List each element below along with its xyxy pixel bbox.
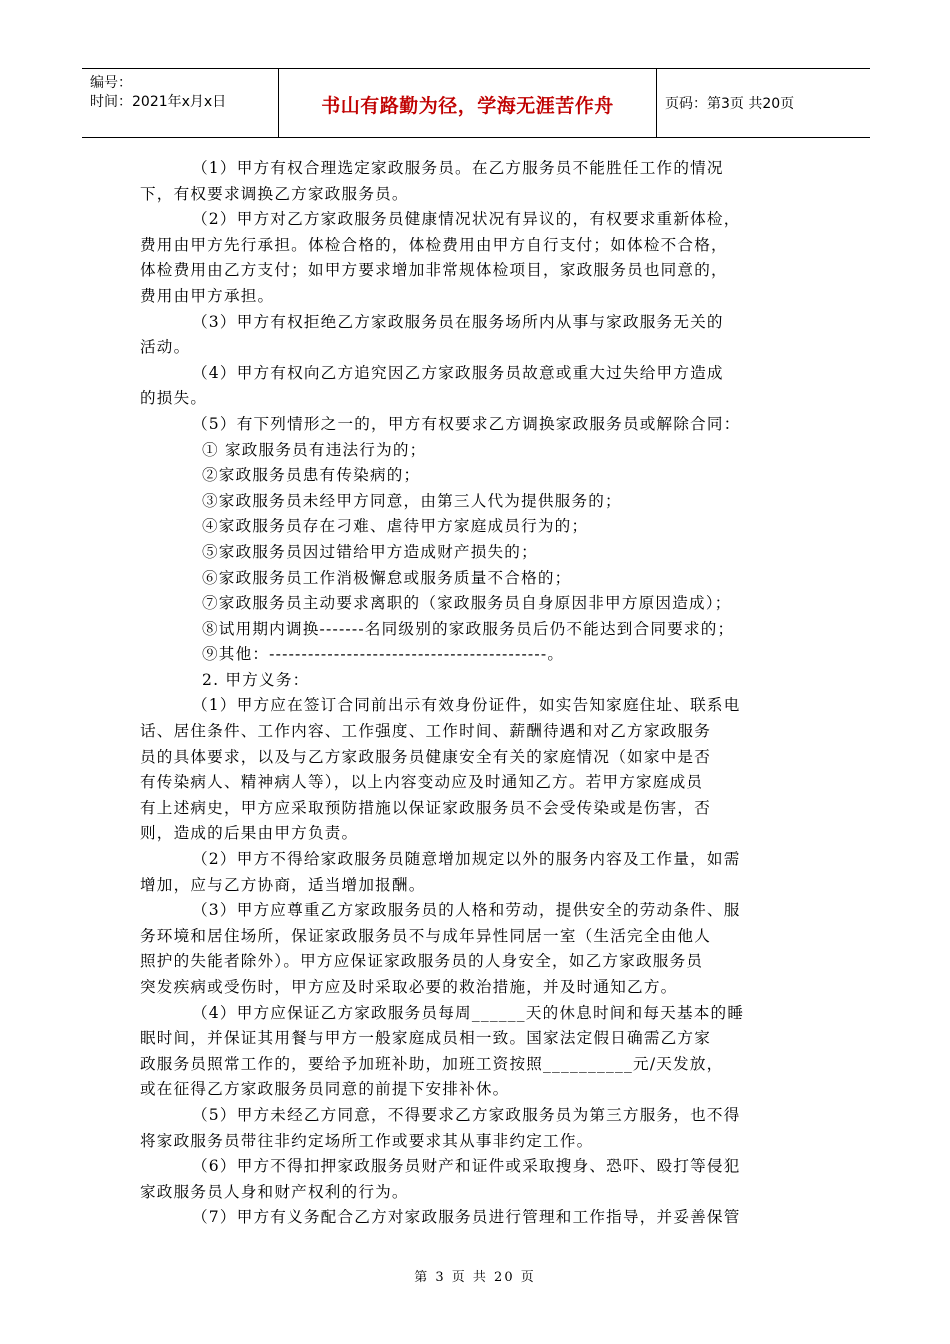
text-line: 家政服务员人身和财产权利的行为。 (140, 1182, 409, 1201)
text-line: 费用由甲方承担。 (140, 286, 275, 305)
text-line: ⑥家政服务员工作消极懈怠或服务质量不合格的； (202, 568, 572, 587)
text-line: 务环境和居住场所，保证家政服务员不与成年异性同居一室（生活完全由他人 (140, 926, 711, 945)
text-line: （3）甲方应尊重乙方家政服务员的人格和劳动，提供安全的劳动条件、服 (192, 901, 741, 920)
text-line: 政服务员照常工作的，要给予加班补助，加班工资按照__________元/天发放， (140, 1054, 724, 1073)
page-footer: 第 3 页 共 20 页 (414, 1270, 536, 1285)
page-label: 页码：第3页 共20页 (665, 96, 795, 112)
text-line: 将家政服务员带往非约定场所工作或要求其从事非约定工作。 (140, 1131, 594, 1150)
text-line: 体检费用由乙方支付；如甲方要求增加非常规体检项目，家政服务员也同意的， (140, 261, 728, 280)
text-line: 活动。 (140, 338, 191, 357)
text-line: 有传染病人、精神病人等），以上内容变动应及时通知乙方。若甲方家庭成员 (140, 773, 704, 792)
text-line: （1）甲方有权合理选定家政服务员。在乙方服务员不能胜任工作的情况 (192, 159, 724, 177)
text-line: 突发疾病或受伤时，甲方应及时采取必要的救治措施，并及时通知乙方。 (140, 978, 678, 996)
text-line: ⑤家政服务员因过错给甲方造成财产损失的； (202, 542, 538, 561)
text-line: 照护的失能者除外）。甲方应保证家政服务员的人身安全，如乙方家政服务员 (140, 952, 704, 971)
text-line: （4）甲方有权向乙方追究因乙方家政服务员故意或重大过失给甲方造成 (192, 363, 724, 382)
text-line: 话、居住条件、工作内容、工作强度、工作时间、薪酬待遇和对乙方家政服务 (140, 722, 711, 741)
time-label: 时间：2021年x月x日 (90, 94, 227, 110)
document-body (140, 156, 808, 1231)
header-motto-cell (278, 69, 657, 137)
text-line: （4）甲方应保证乙方家政服务员每周______天的休息时间和每天基本的睡 (192, 1003, 745, 1022)
text-line: ④家政服务员存在刁难、虐待甲方家庭成员行为的； (202, 517, 589, 536)
text-line: 增加，应与乙方协商，适当增加报酬。 (140, 875, 426, 894)
text-line: （5）甲方未经乙方同意，不得要求乙方家政服务员为第三方服务，也不得 (192, 1105, 741, 1124)
text-line: ②家政服务员患有传染病的； (202, 466, 421, 485)
text-line: （3）甲方有权拒绝乙方家政服务员在服务场所内从事与家政服务无关的 (192, 312, 724, 331)
text-line: ③家政服务员未经甲方同意，由第三人代为提供服务的； (202, 491, 622, 510)
text-line: 员的具体要求，以及与乙方家政服务员健康安全有关的家庭情况（如家中是否 (140, 747, 711, 766)
text-line: （5）有下列情形之一的，甲方有权要求乙方调换家政服务员或解除合同： (192, 414, 741, 433)
text-line: 2. 甲方义务： (202, 670, 310, 689)
header-page-cell (655, 69, 870, 137)
text-line: ⑧试用期内调换-------名同级别的家政服务员后仍不能达到合同要求的； (202, 619, 735, 638)
text-line: 或在征得乙方家政服务员同意的前提下安排补休。 (140, 1080, 510, 1099)
text-line: （7）甲方有义务配合乙方对家政服务员进行管理和工作指导，并妥善保管 (192, 1208, 741, 1227)
text-line: 有上述病史，甲方应采取预防措施以保证家政服务员不会受传染或是伤害，否 (140, 798, 711, 817)
number-label: 编号： (90, 75, 132, 91)
motto-text: 书山有路勤为径，学海无涯苦作舟 (321, 95, 614, 117)
text-line: ⑨其他：-------------------------------------------。 (202, 645, 565, 664)
header-meta (82, 69, 278, 137)
text-line: 的损失。 (140, 389, 208, 408)
text-line: ⑦家政服务员主动要求离职的（家政服务员自身原因非甲方原因造成）； (202, 594, 732, 613)
text-line: （1）甲方应在签订合同前出示有效身份证件，如实告知家庭住址、联系电 (192, 696, 741, 715)
text-line: 眠时间，并保证其用餐与甲方一般家庭成员相一致。国家法定假日确需乙方家 (140, 1029, 711, 1048)
text-line: （2）甲方不得给家政服务员随意增加规定以外的服务内容及工作量，如需 (192, 850, 741, 869)
text-line: 下，有权要求调换乙方家政服务员。 (140, 184, 409, 203)
document-header (82, 68, 870, 138)
text-line: ① 家政服务员有违法行为的； (202, 440, 427, 459)
text-line: 费用由甲方先行承担。体检合格的，体检费用由甲方自行支付；如体检不合格， (140, 235, 728, 254)
text-line: 则，造成的后果由甲方负责。 (140, 824, 359, 843)
text-line: （6）甲方不得扣押家政服务员财产和证件或采取搜身、恐吓、殴打等侵犯 (192, 1157, 741, 1176)
text-line: （2）甲方对乙方家政服务员健康情况状况有异议的，有权要求重新体检， (192, 210, 741, 229)
